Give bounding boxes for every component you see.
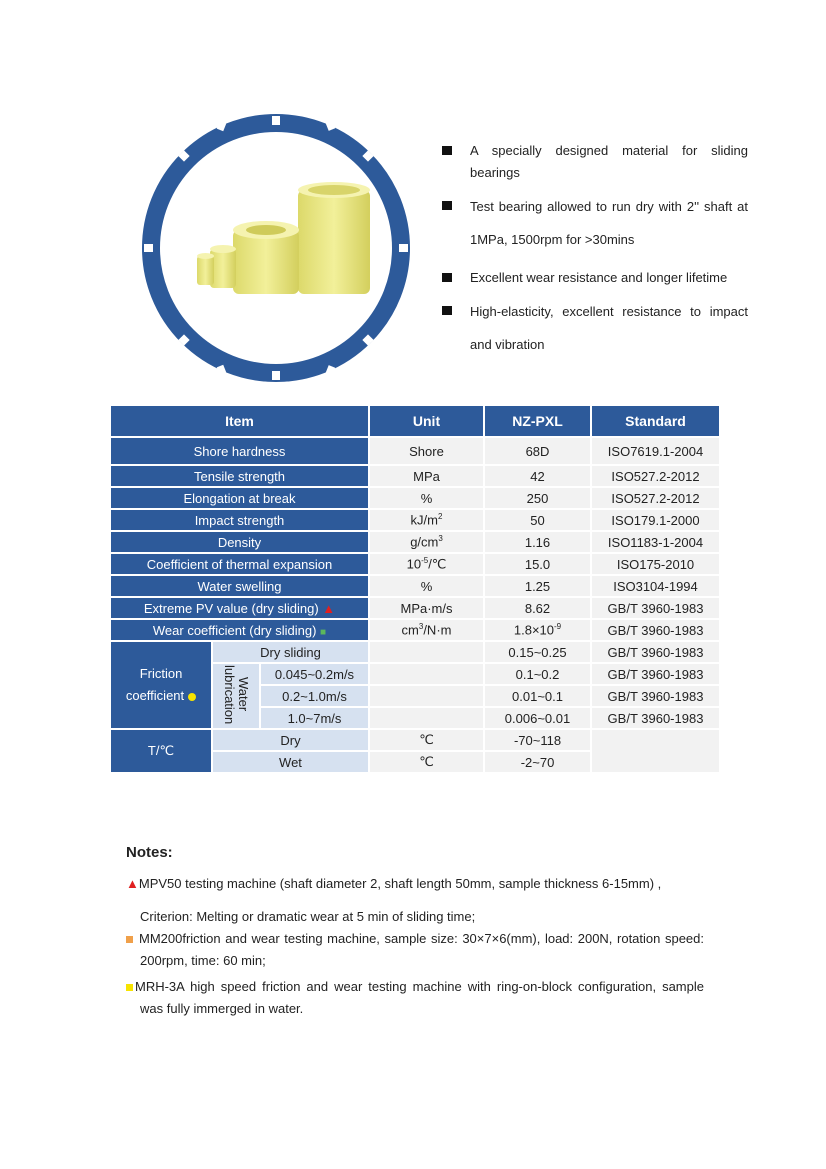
feature-text: A specially designed material for sliding bearings — [470, 143, 748, 180]
row-value: 1.25 — [484, 575, 591, 597]
row-unit: % — [369, 487, 484, 509]
row-item: Tensile strength — [110, 465, 369, 487]
table-header-row — [110, 405, 720, 437]
row-unit: ℃ — [369, 751, 484, 773]
row-unit — [369, 641, 484, 663]
header-item: Item — [110, 405, 369, 437]
header-unit: Unit — [369, 405, 484, 437]
row-item: Shore hardness — [110, 437, 369, 465]
orange-square-icon — [126, 936, 133, 943]
table-row — [110, 619, 720, 641]
header-standard: Standard — [591, 405, 720, 437]
row-standard — [591, 729, 720, 773]
table-row — [110, 597, 720, 619]
bullet-square-icon — [442, 273, 452, 282]
bullet-square-icon — [442, 146, 452, 155]
row-value: 250 — [484, 487, 591, 509]
table-row — [110, 531, 720, 553]
row-unit — [369, 707, 484, 729]
row-standard: GB/T 3960-1983 — [591, 597, 720, 619]
row-value: 42 — [484, 465, 591, 487]
row-standard: ISO175-2010 — [591, 553, 720, 575]
row-value: 68D — [484, 437, 591, 465]
bushing-tiny — [197, 256, 214, 285]
notes-title: Notes: — [126, 844, 173, 861]
speed-label: 0.045~0.2m/s — [260, 663, 369, 685]
feature-item — [442, 140, 748, 184]
row-unit: $g/cm^3$ — [369, 531, 484, 553]
row-value: -2~70 — [484, 751, 591, 773]
row-standard: ISO527.2-2012 — [591, 487, 720, 509]
note-3: MRH-3A high speed friction and wear testing machine with ring-on-block configuration, sample was fully immerged in water. — [126, 976, 704, 1020]
row-unit: $10^{-5}/℃$ — [369, 553, 484, 575]
row-unit: ℃ — [369, 729, 484, 751]
feature-text: Test bearing allowed to run dry with 2'' shaft at 1MPa, 1500rpm for >30mins — [470, 199, 748, 247]
row-value: 0.1~0.2 — [484, 663, 591, 685]
table-row — [110, 729, 720, 751]
note-2: MM200friction and wear testing machine, sample size: 30×7×6(mm), load: 200N, rotation speed: 200rpm, time: 60 min; — [126, 928, 704, 972]
row-unit: MPa — [369, 465, 484, 487]
row-standard: ISO527.2-2012 — [591, 465, 720, 487]
row-unit: Shore — [369, 437, 484, 465]
bushing-large — [298, 190, 370, 294]
row-unit: % — [369, 575, 484, 597]
row-standard: ISO7619.1-2004 — [591, 437, 720, 465]
row-item: Wear coefficient (dry sliding) ■ — [110, 619, 369, 641]
table-row — [110, 509, 720, 531]
row-standard: ISO3104-1994 — [591, 575, 720, 597]
table-row — [110, 487, 720, 509]
row-value: 0.15~0.25 — [484, 641, 591, 663]
row-item: Density — [110, 531, 369, 553]
row-value: 0.006~0.01 — [484, 707, 591, 729]
row-standard: ISO179.1-2000 — [591, 509, 720, 531]
red-triangle-icon: ▲ — [126, 876, 139, 891]
table-row — [110, 641, 720, 663]
row-item: Coefficient of thermal expansion — [110, 553, 369, 575]
row-unit: MPa·m/s — [369, 597, 484, 619]
product-image — [140, 112, 412, 384]
product-photo — [140, 112, 412, 384]
row-unit — [369, 685, 484, 707]
row-item: Extreme PV value (dry sliding) ▲ — [110, 597, 369, 619]
row-standard: GB/T 3960-1983 — [591, 663, 720, 685]
row-item: Water swelling — [110, 575, 369, 597]
row-value: 0.01~0.1 — [484, 685, 591, 707]
feature-item — [442, 267, 748, 289]
row-value: 15.0 — [484, 553, 591, 575]
row-value: 8.62 — [484, 597, 591, 619]
row-standard: GB/T 3960-1983 — [591, 707, 720, 729]
row-standard: GB/T 3960-1983 — [591, 619, 720, 641]
temperature-label: T/℃ — [110, 729, 212, 773]
bullet-square-icon — [442, 306, 452, 315]
feature-item — [442, 300, 748, 361]
row-value: -70~118 — [484, 729, 591, 751]
feature-text: High-elasticity, excellent resistance to impact and vibration — [470, 304, 748, 352]
yellow-dot-icon — [188, 693, 196, 701]
note-1: ▲MPV50 testing machine (shaft diameter 2, shaft length 50mm, sample thickness 6-15mm) , — [126, 876, 662, 891]
row-unit: $kJ/m^2$ — [369, 509, 484, 531]
bushing-medium — [233, 230, 299, 294]
row-value: $1.8\times 10^{-9}$ — [484, 619, 591, 641]
bullet-square-icon — [442, 201, 452, 210]
temp-condition-label: Dry — [212, 729, 369, 751]
row-standard: GB/T 3960-1983 — [591, 685, 720, 707]
row-item: Impact strength — [110, 509, 369, 531]
table-row — [110, 575, 720, 597]
note-1-criterion: Criterion: Melting or dramatic wear at 5 min of sliding time; — [140, 909, 476, 924]
friction-label: Friction coefficient — [110, 641, 212, 729]
speed-label: 0.2~1.0m/s — [260, 685, 369, 707]
table-row — [110, 437, 720, 465]
yellow-square-icon — [126, 984, 133, 991]
table-row — [110, 553, 720, 575]
spec-table — [109, 404, 721, 774]
row-unit: $cm^3/N\cdot m$ — [369, 619, 484, 641]
water-lubrication-label: Water lubrication — [212, 663, 260, 729]
feature-text: Excellent wear resistance and longer lifetime — [470, 270, 728, 285]
row-value: 50 — [484, 509, 591, 531]
row-unit — [369, 663, 484, 685]
row-standard: ISO1183-1-2004 — [591, 531, 720, 553]
row-value: 1.16 — [484, 531, 591, 553]
speed-label: 1.0~7m/s — [260, 707, 369, 729]
red-triangle-icon: ▲ — [322, 600, 336, 616]
row-standard: GB/T 3960-1983 — [591, 641, 720, 663]
notes-section — [126, 844, 704, 1020]
row-item: Elongation at break — [110, 487, 369, 509]
table-row — [110, 465, 720, 487]
dry-sliding-label: Dry sliding — [212, 641, 369, 663]
feature-list — [442, 140, 748, 372]
temp-condition-label: Wet — [212, 751, 369, 773]
green-square-icon: ■ — [320, 626, 327, 638]
header-value: NZ-PXL — [484, 405, 591, 437]
feature-item — [442, 195, 748, 256]
